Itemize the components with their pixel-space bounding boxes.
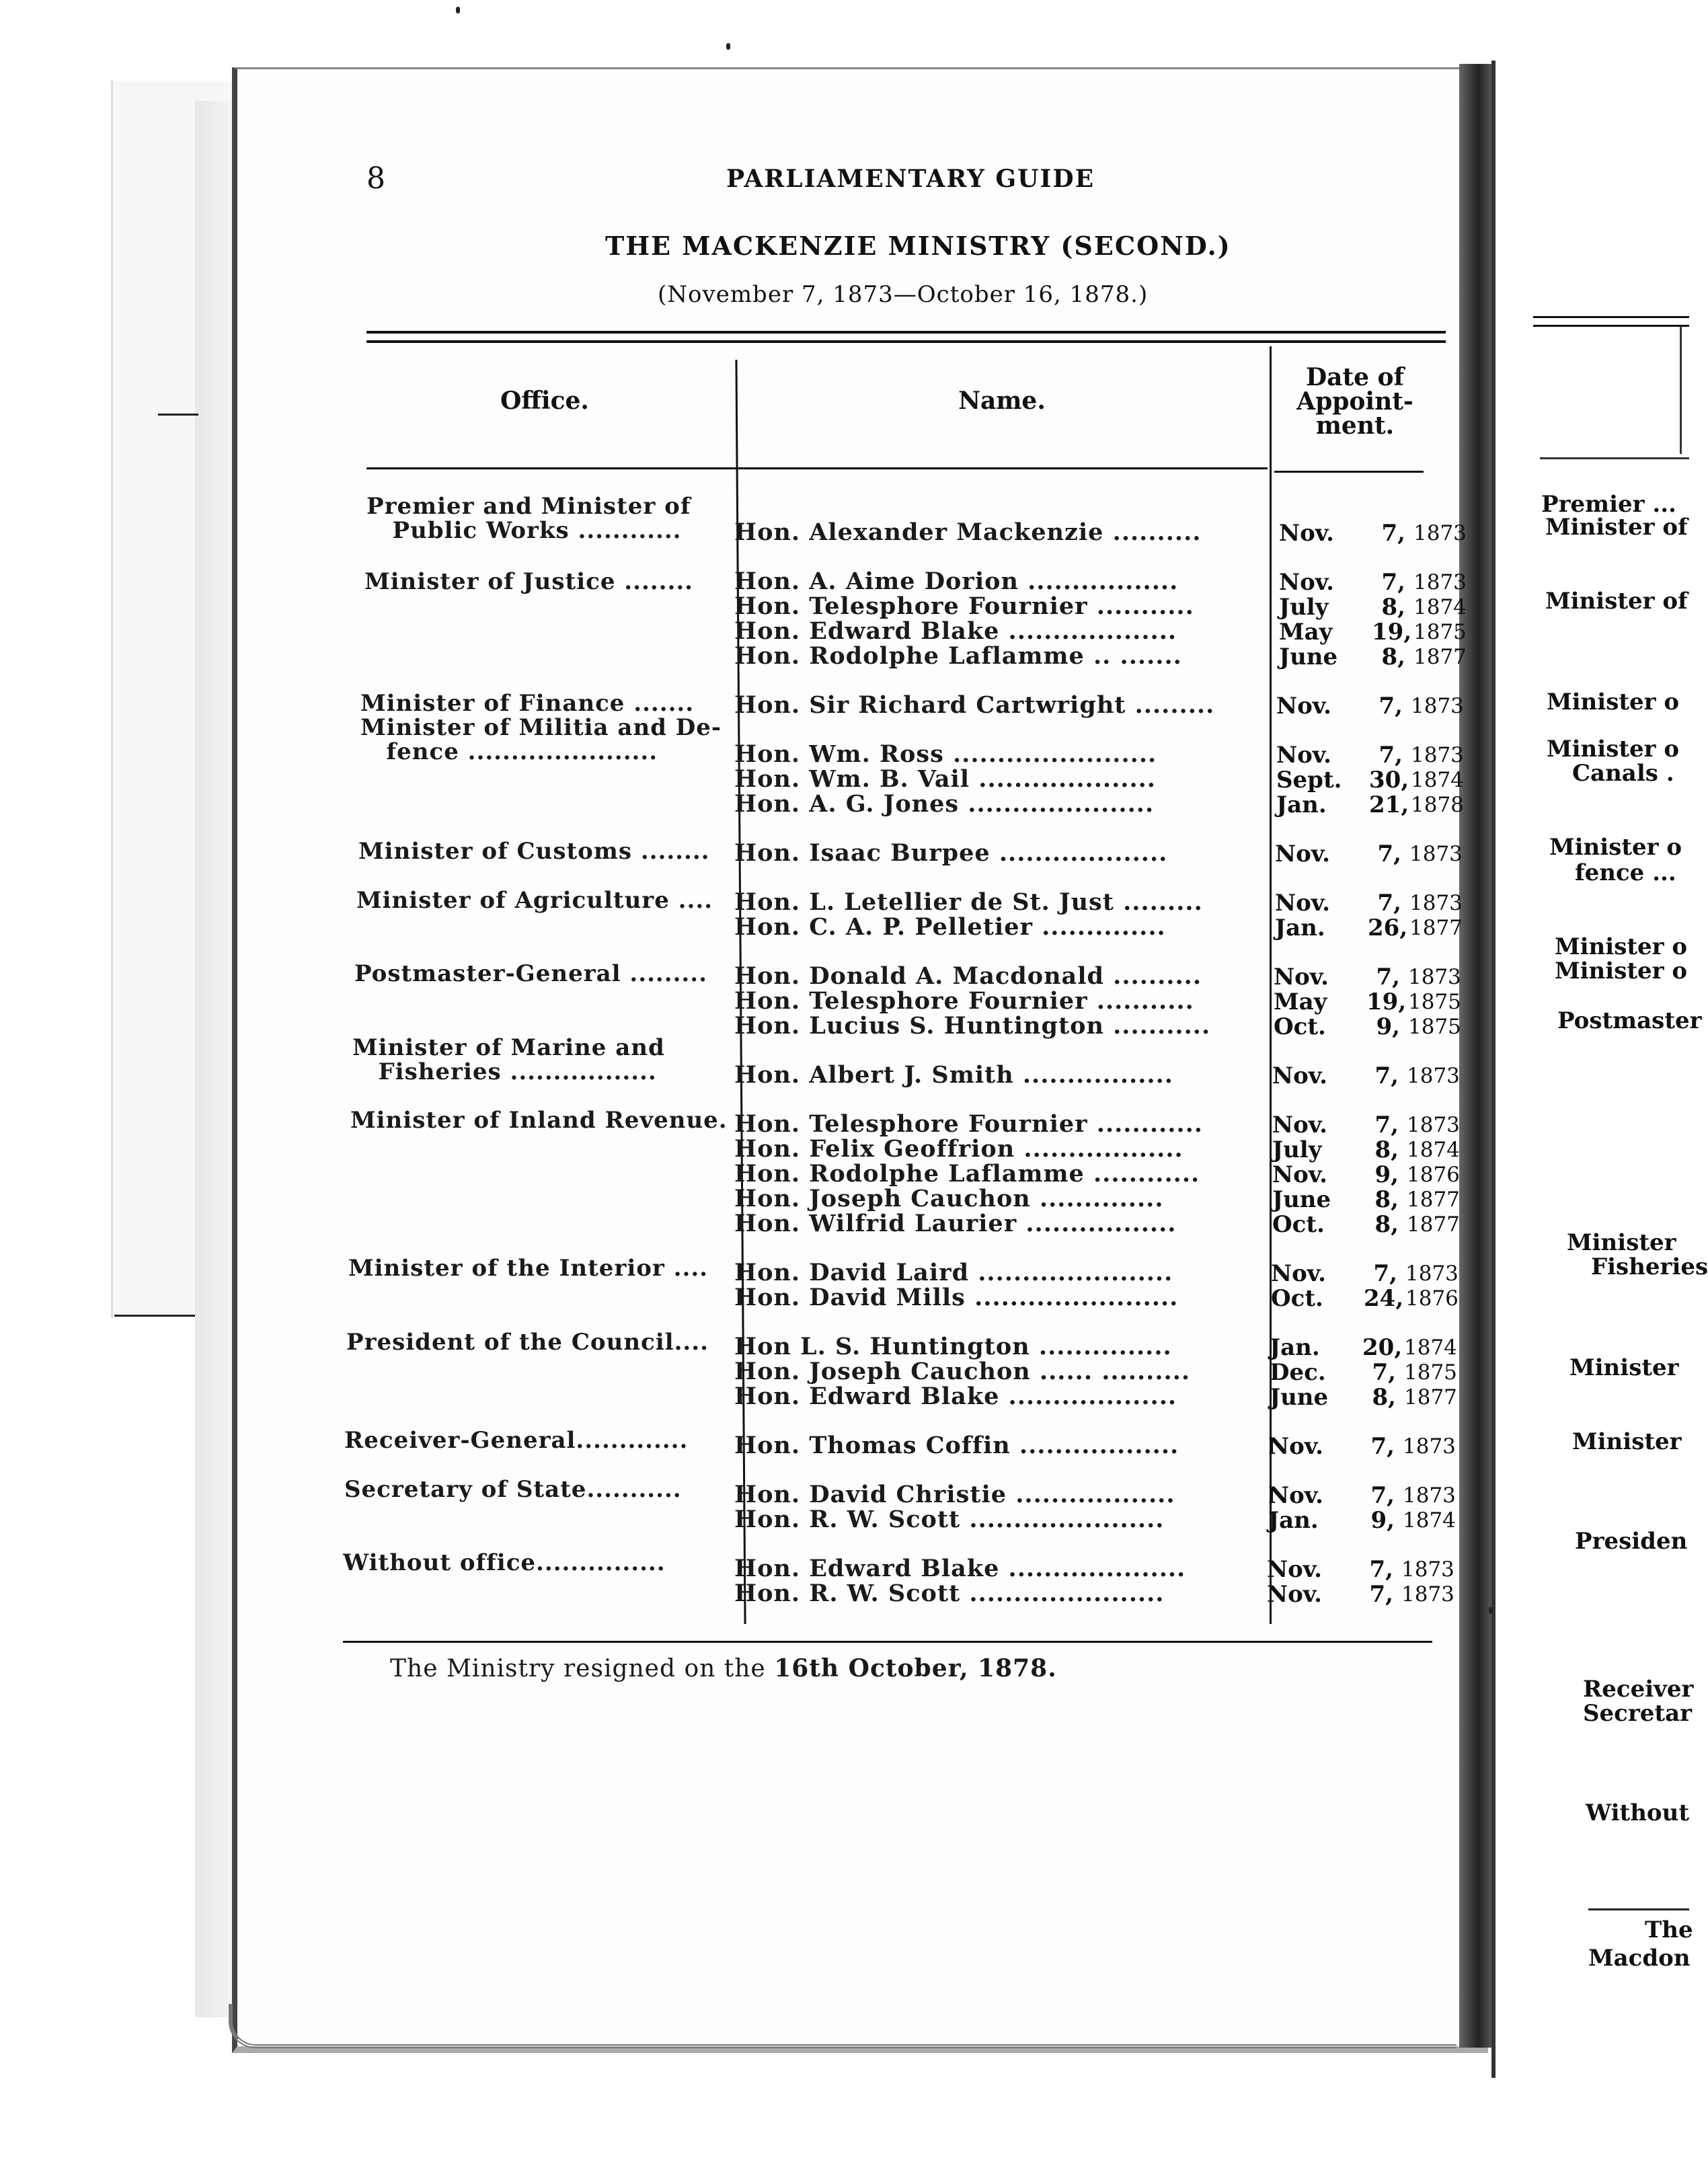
- name-cell: Hon. R. W. Scott ......................: [734, 1580, 1165, 1607]
- office-cell: Minister of Marine and Fisheries .................: [352, 1034, 665, 1085]
- name-cell: Hon. Wm. B. Vail ....................: [734, 765, 1156, 793]
- next-page-text: Minister o: [1549, 834, 1682, 861]
- next-page-column-rule: [1680, 326, 1682, 454]
- next-page-text: Minister o: [1547, 689, 1680, 715]
- name-cell: Hon. Edward Blake ...................: [734, 1383, 1177, 1410]
- next-page-text: Minister of: [1545, 514, 1688, 541]
- column-rule: [1270, 346, 1272, 1624]
- name-cell: Hon. David Christie ..................: [734, 1481, 1175, 1508]
- column-header-date-line: Appoint-: [1296, 387, 1413, 416]
- office-cell: Minister of the Interior ....: [348, 1255, 709, 1282]
- name-cell: Hon. Telesphore Fournier ...........: [734, 987, 1194, 1015]
- next-page-text: Without: [1586, 1799, 1690, 1826]
- next-page-text: Canals .: [1572, 760, 1674, 787]
- office-cell: Secretary of State...........: [344, 1476, 682, 1503]
- name-cell: Hon. David Mills .......................: [734, 1284, 1179, 1311]
- name-cell: Hon. David Laird ......................: [734, 1259, 1173, 1286]
- next-page-text: Minister: [1572, 1428, 1682, 1455]
- next-page-text: The: [1645, 1917, 1693, 1943]
- name-cell: Hon. A. Aime Dorion .................: [734, 568, 1179, 595]
- next-page-text: Premier ...: [1541, 491, 1676, 518]
- name-cell: Hon. Joseph Cauchon ...... ..........: [734, 1358, 1191, 1385]
- name-cell: Hon. Donald A. Macdonald ..........: [734, 962, 1202, 990]
- table-header-rule: [1274, 471, 1424, 473]
- footnote-text: The Ministry resigned on the: [390, 1655, 775, 1682]
- name-cell: Hon. Alexander Mackenzie ..........: [734, 518, 1202, 546]
- table-bottom-rule: [343, 1641, 1432, 1643]
- next-page-text: Receiver: [1583, 1676, 1694, 1703]
- page-subtitle: (November 7, 1873—October 16, 1878.): [658, 281, 1149, 308]
- name-cell: Hon. Isaac Burpee ...................: [734, 839, 1168, 867]
- office-cell: Without office...............: [343, 1549, 666, 1576]
- name-cell: Hon. Edward Blake ...................: [734, 617, 1177, 645]
- office-cell: Minister of Finance .......: [360, 690, 695, 717]
- column-header-date: [1278, 365, 1432, 438]
- office-cell: Premier and Minister of Public Works ............: [366, 493, 691, 544]
- footnote: [390, 1654, 1057, 1682]
- page-curl: [229, 2004, 1457, 2048]
- office-cell: Postmaster-General .........: [354, 960, 707, 987]
- name-cell: Hon. Telesphore Fournier ...........: [734, 592, 1194, 620]
- column-header-office: Office.: [500, 387, 589, 415]
- next-page-text: fence ...: [1575, 859, 1676, 886]
- next-page-text: Presiden: [1575, 1528, 1688, 1555]
- next-page-text: Minister o: [1555, 933, 1688, 960]
- scan-speck: [726, 43, 730, 50]
- page-number: 8: [366, 161, 385, 196]
- office-cell: Minister of Militia and De- fence ......................: [360, 714, 722, 765]
- next-page: [1491, 61, 1693, 2078]
- footnote-date: 16th October, 1878.: [774, 1654, 1057, 1682]
- name-cell: Hon. Sir Richard Cartwright .........: [734, 691, 1215, 719]
- name-cell: Hon. Albert J. Smith .................: [734, 1061, 1173, 1089]
- table-header-rule: [366, 467, 1268, 469]
- next-page-header-rule: [1540, 457, 1689, 459]
- scan-mark: [114, 1315, 195, 1317]
- name-cell: Hon. L. Letellier de St. Just .........: [734, 888, 1203, 916]
- name-cell: Hon. Telesphore Fournier ............: [734, 1110, 1203, 1138]
- next-page-bottom-rule: [1588, 1908, 1689, 1910]
- name-cell: Hon. Wilfrid Laurier .................: [734, 1210, 1177, 1237]
- book-gutter: [1459, 64, 1491, 2048]
- name-cell: Hon. A. G. Jones .....................: [734, 790, 1155, 818]
- name-cell: Hon L. S. Huntington ...............: [734, 1333, 1172, 1360]
- next-page-text: Minister of: [1545, 588, 1688, 615]
- next-page-text: Postmaster: [1557, 1007, 1702, 1034]
- office-cell: Receiver-General.............: [344, 1427, 689, 1454]
- office-cell: Minister of Customs ........: [358, 838, 710, 865]
- next-page-text: Minister: [1567, 1229, 1676, 1256]
- name-cell: Hon. Edward Blake ....................: [734, 1555, 1186, 1582]
- scan-mark: [158, 414, 198, 416]
- page-stack-edge: [195, 101, 235, 2017]
- column-header-date-line: Date of: [1305, 363, 1405, 391]
- office-cell: President of the Council....: [346, 1329, 709, 1356]
- next-page-text: Macdon: [1588, 1945, 1691, 1972]
- office-cell: Minister of Agriculture ....: [356, 887, 713, 914]
- name-cell: Hon. Lucius S. Huntington ...........: [734, 1012, 1211, 1040]
- name-cell: Hon. Wm. Ross .......................: [734, 740, 1157, 768]
- column-header-name: Name.: [958, 387, 1046, 415]
- next-page-text: Minister: [1569, 1354, 1679, 1381]
- column-header-date-line: ment.: [1315, 412, 1395, 440]
- next-page-double-rule: [1533, 316, 1689, 327]
- name-cell: Hon. Thomas Coffin ..................: [734, 1432, 1179, 1459]
- next-page-text: Fisheries: [1591, 1253, 1708, 1280]
- name-cell: Hon. Rodolphe Laflamme .. .......: [734, 642, 1182, 670]
- running-head: PARLIAMENTARY GUIDE: [726, 165, 1095, 193]
- name-cell: Hon. Rodolphe Laflamme ............: [734, 1160, 1200, 1188]
- page-title: THE MACKENZIE MINISTRY (SECOND.): [605, 231, 1231, 261]
- scan-speck: [456, 7, 460, 13]
- next-page-text: Minister o: [1555, 958, 1688, 984]
- name-cell: Hon. C. A. P. Pelletier ..............: [734, 913, 1166, 941]
- scan-speck: [1489, 1607, 1493, 1614]
- table-top-rule: [366, 331, 1446, 343]
- next-page-text: Minister o: [1547, 736, 1680, 763]
- name-cell: Hon. R. W. Scott ......................: [734, 1506, 1165, 1533]
- office-cell: Minister of Inland Revenue.: [350, 1107, 728, 1134]
- next-page-text: Secretar: [1583, 1700, 1693, 1727]
- office-cell: Minister of Justice ........: [364, 568, 693, 595]
- name-cell: Hon. Felix Geoffrion ..................: [734, 1135, 1183, 1163]
- name-cell: Hon. Joseph Cauchon ..............: [734, 1185, 1164, 1212]
